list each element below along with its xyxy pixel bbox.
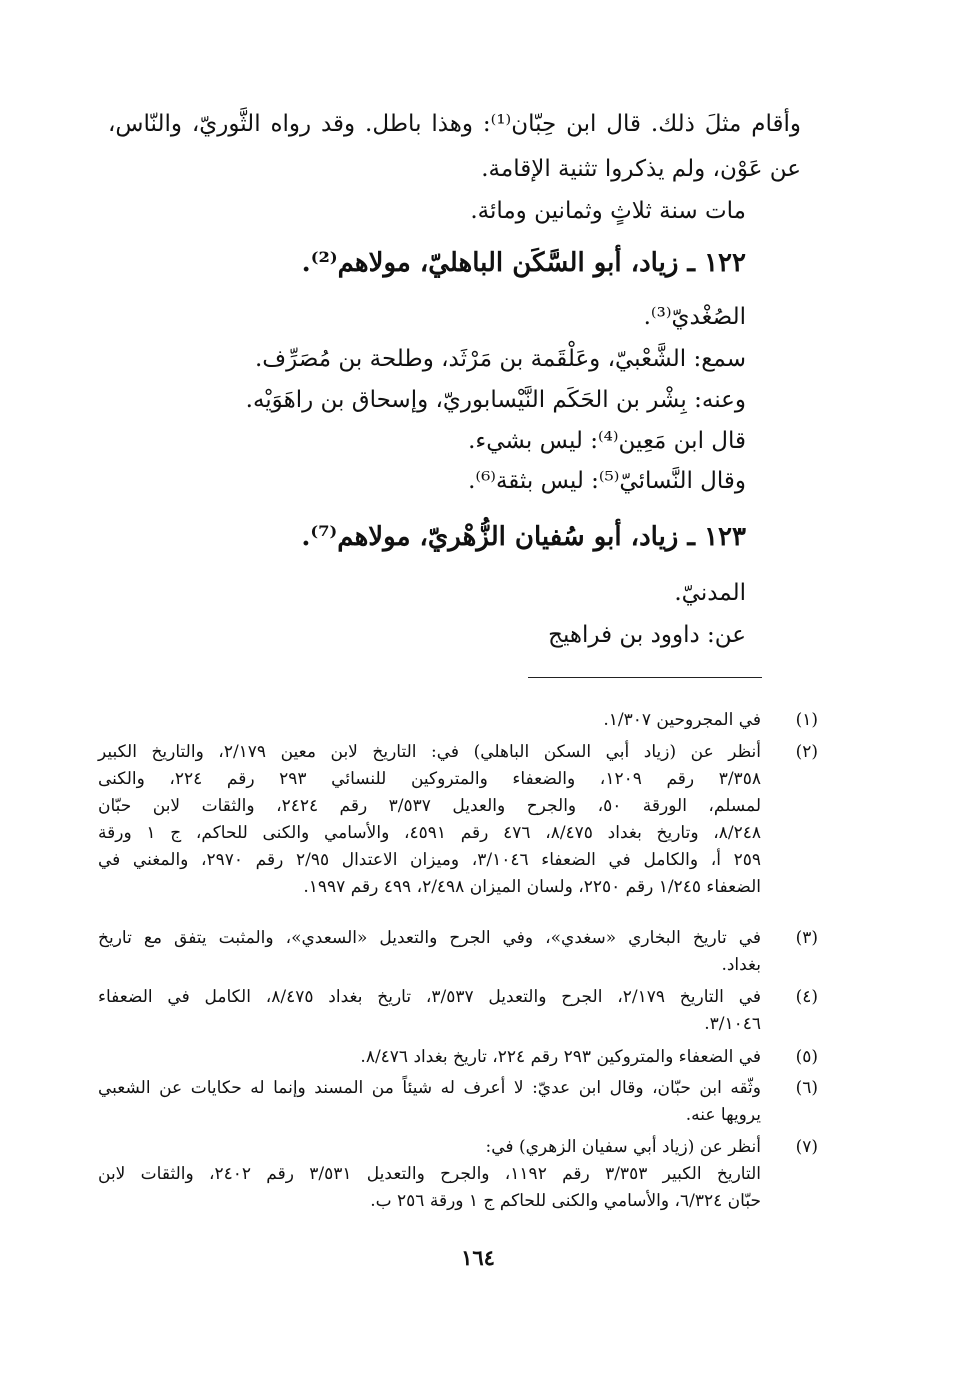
entry-heading-122: ١٢٢ ـ زياد، أبو السَّكَن الباهليّ، مولاهم⁽²⁾. [301, 248, 746, 278]
footnote-5-text: في الضعفاء والمتروكين ٢٩٣ رقم ٢٢٤، تاريخ بغداد ٨/٤٧٦. [360, 1047, 761, 1067]
footnote-3-number: (٣) [795, 928, 818, 948]
footnote-3-line-2: بغداد. [721, 955, 761, 975]
footnote-2-line-6: الضعفاء ١/٢٤٥ رقم ٢٢٥٠، ولسان الميزان ٢/٤٩٨، ٤٩٩ رقم ١٩٩٧. [303, 877, 761, 897]
footnote-2-line-4: ٨/٢٤٨، وتاريخ بغداد ٨/٤٧٥، ٤٧٦ رقم ٤٥٩١، والأسامي والكنى للحاكم، ج ١ ورقة [98, 823, 761, 843]
footnote-2-line-5: ٢٥٩ أ، والكامل في الضعفاء ٣/١٠٤٦، وميزان الاعتدال ٢/٩٥ رقم ٢٩٧٠، والمغني في [98, 850, 761, 870]
footnote-4-number: (٤) [795, 987, 818, 1007]
footnote-5-number: (٥) [795, 1047, 818, 1067]
entry-122-students: وعنه: بِشْر بن الحَكَم النَّيْسابوريّ، وإسحاق بن راهَوَيْه. [245, 387, 746, 413]
footnote-2-line-3: لمسلم، الورقة ٥٠، والجرح والعديل ٣/٥٣٧ رقم ٢٤٢٤، والثقات لابن حبّان [98, 796, 761, 816]
footnote-1-number: (١) [795, 710, 818, 730]
footnote-2-line-2: ٣/٣٥٨ رقم ١٢٠٩، والضعفاء والمتروكين للنسائي ٢٩٣ رقم ٢٢٤، والكنى [98, 769, 761, 789]
footnote-7-number: (٧) [795, 1137, 818, 1157]
body-line-2: عن عَوْن، ولم يذكروا تثنية الإقامة. [481, 156, 801, 182]
entry-123-teacher: عن: داوود بن فراهيج [548, 622, 746, 648]
footnote-7-line-1: أنظر عن (زياد أبي سفيان الزهري) في: [485, 1137, 761, 1157]
body-line-1: وأقام مثلَ ذلك. قال ابن حِبّان⁽¹⁾: وهذا باطل. وقد رواه الثَّوريّ، والنّاس، [108, 111, 801, 137]
entry-122-nasai: وقال النَّسائيّ⁽⁵⁾: ليس بثقة⁽⁶⁾. [468, 468, 746, 494]
page-number: ١٦٤ [461, 1245, 495, 1270]
footnote-1-text: في المجروحين ١/٣٠٧. [603, 710, 761, 730]
death-year-line: مات سنة ثلاثٍ وثمانين ومائة. [470, 198, 746, 224]
footnote-6-line-1: وثّقه ابن حبّان، وقال ابن عديّ: لا أعرف له شيئاً من المسند وإنما له حكايات عن الشعبي [98, 1078, 761, 1098]
footnote-7-line-3: حبّان ٦/٣٢٤، والأسامي والكنى للحاكم ج ١ ورقة ٢٥٦ ب. [370, 1191, 761, 1211]
footnote-6-number: (٦) [795, 1078, 818, 1098]
footnote-separator [528, 677, 762, 678]
entry-heading-123: ١٢٣ ـ زياد، أبو سُفيان الزُّهْريّ، مولاهم⁽⁷⁾. [301, 522, 746, 552]
footnote-6-line-2: يرويها عنه. [685, 1105, 761, 1125]
footnote-2-line-1: أنظر عن (زياد أبي السكن الباهلي) في: التاريخ لابن معين ٢/١٧٩، والتاريخ الكبير [98, 742, 762, 762]
footnote-3-line-1: في تاريخ البخاري «سغدي»، وفي الجرح والتعديل «السعدي»، والمثبت يتفق مع تاريخ [98, 928, 761, 948]
entry-122-ibn-main: قال ابن مَعِين⁽⁴⁾: ليس بشيء. [468, 428, 746, 454]
footnote-2-number: (٢) [795, 742, 818, 762]
entry-122-nisba: الصُغْديّ⁽³⁾. [643, 304, 746, 330]
entry-123-nisba: المدنيّ. [674, 580, 746, 606]
footnote-4-line-1: في التاريخ ٢/١٧٩، الجرح والتعديل ٣/٥٣٧، تاريخ بغداد ٨/٤٧٥، الكامل في الضعفاء [98, 987, 761, 1007]
footnote-7-line-2: التاريخ الكبير ٣/٣٥٣ رقم ١١٩٢، والجرح والتعديل ٣/٥٣١ رقم ٢٤٠٢، والثقات لابن [98, 1164, 761, 1184]
footnote-4-line-2: ٣/١٠٤٦. [704, 1014, 761, 1034]
entry-122-teachers: سمع: الشَّعْبيّ، وعَلْقَمة بن مَرْثَد، وطلحة بن مُصَرِّف. [254, 346, 746, 372]
